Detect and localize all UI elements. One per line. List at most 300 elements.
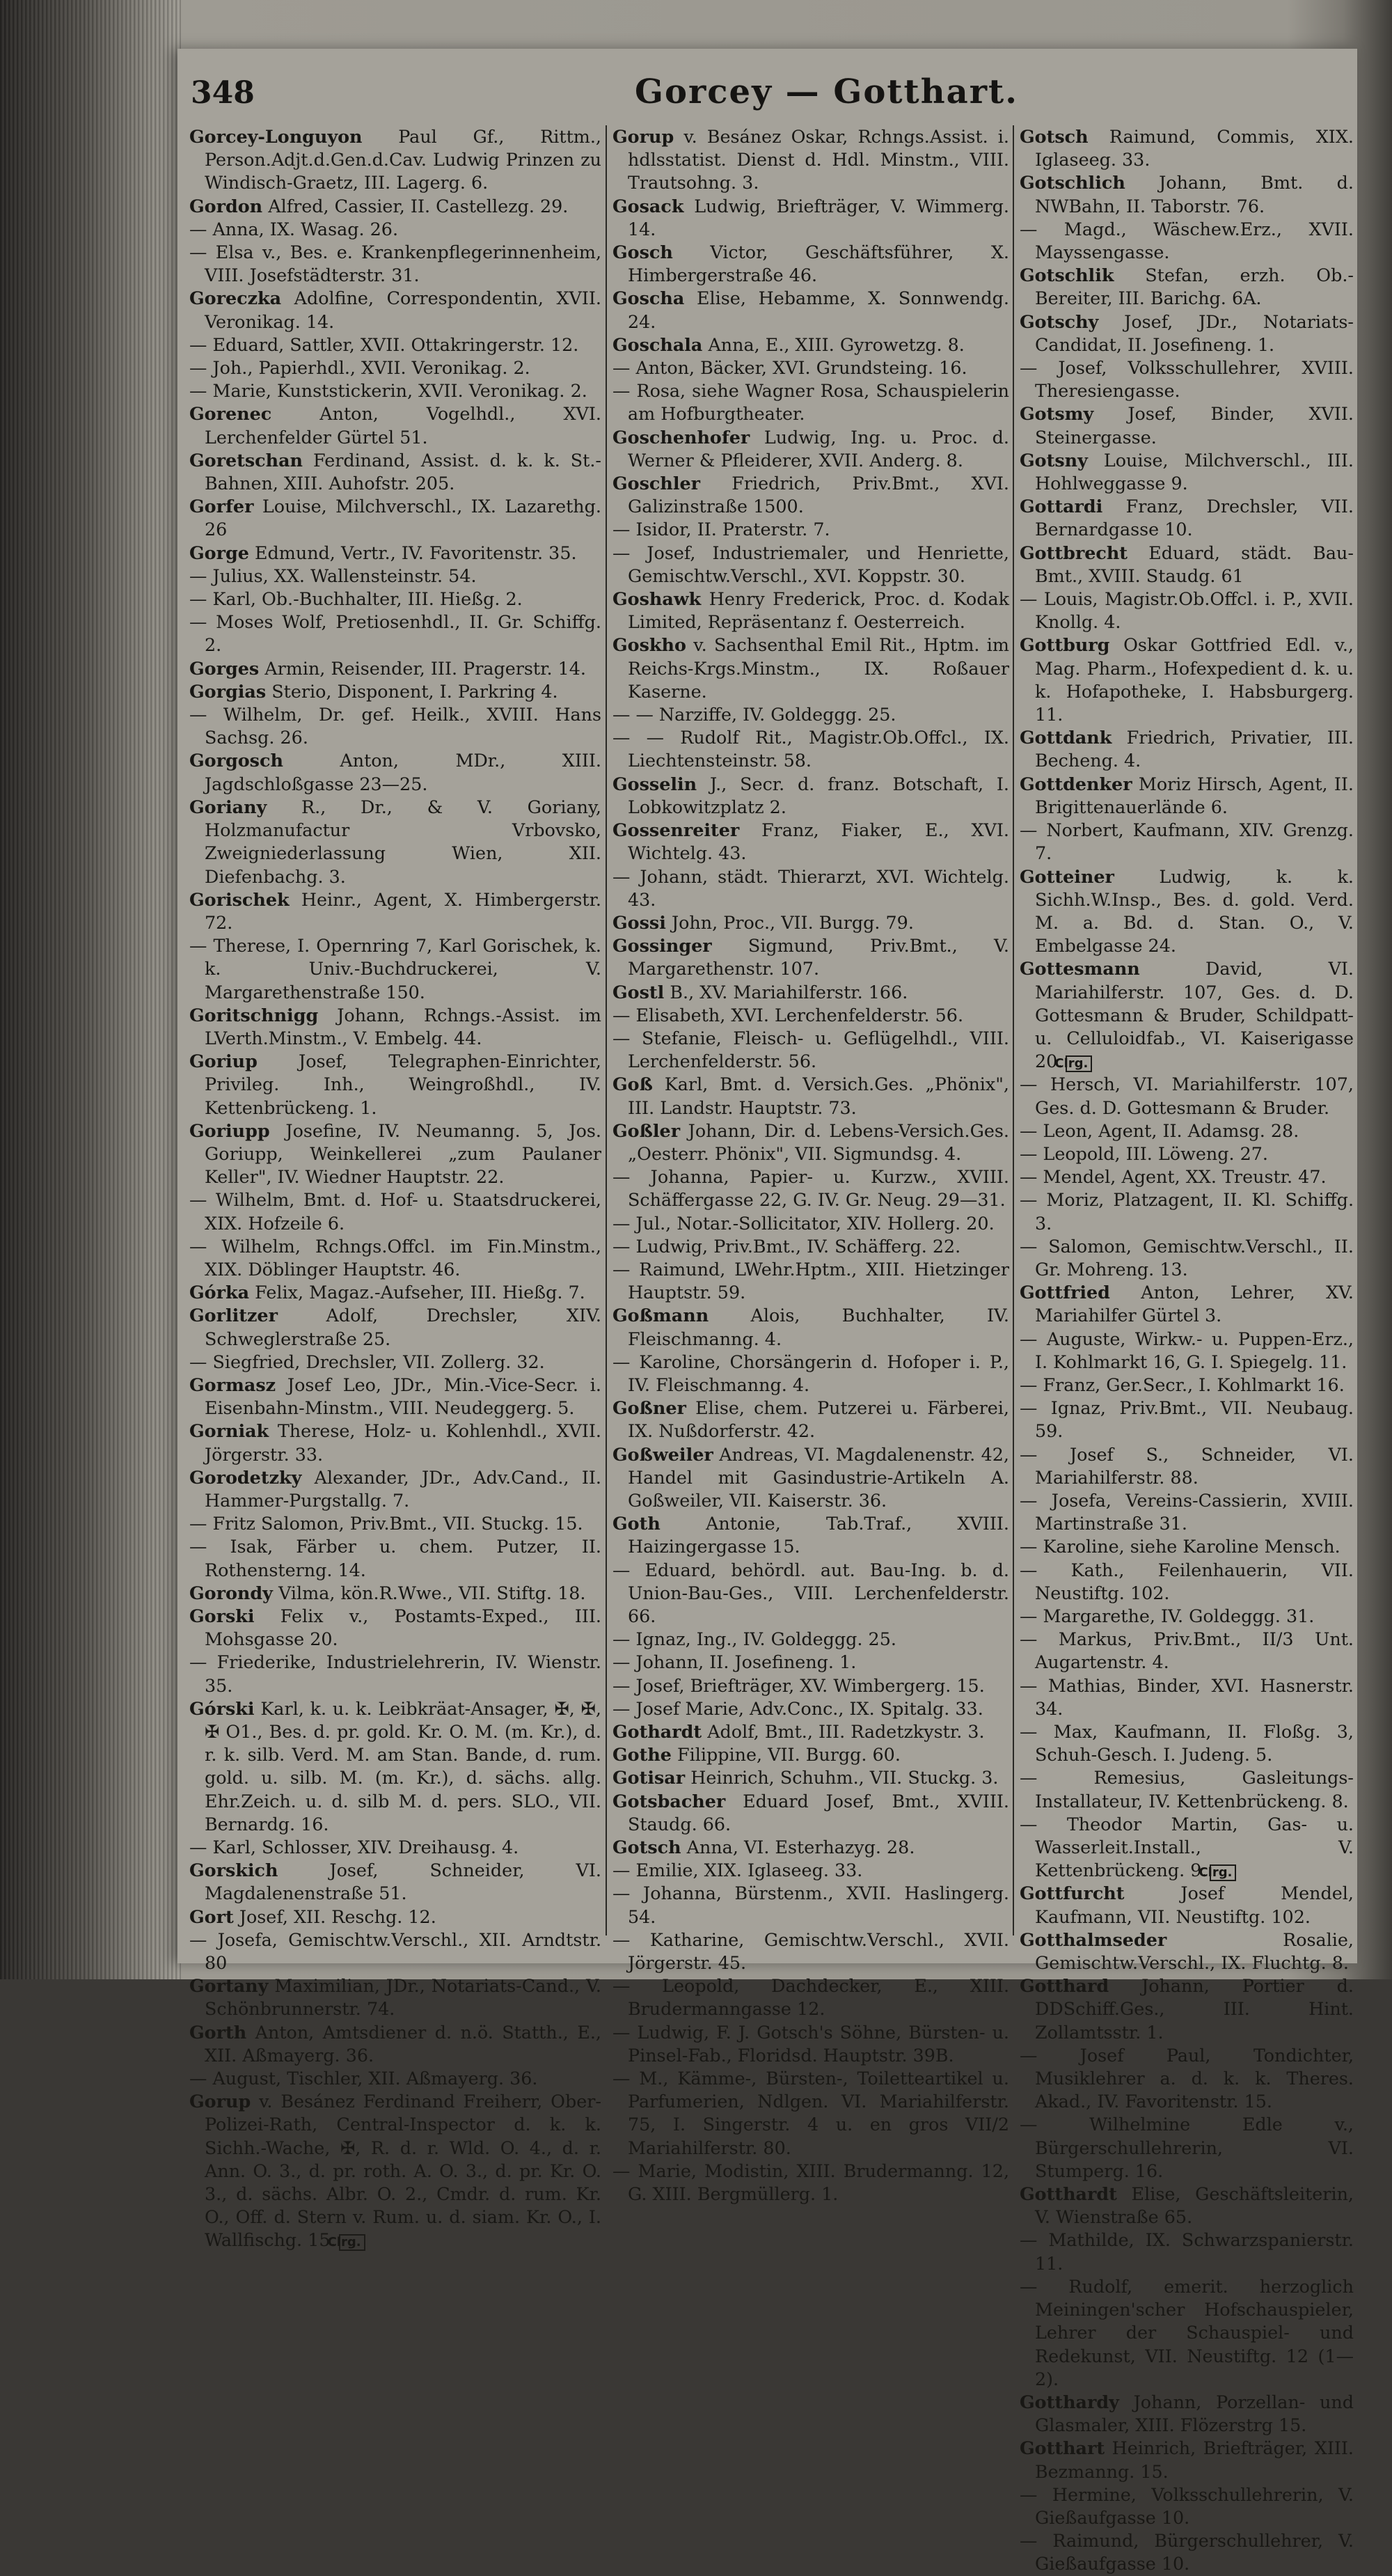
directory-entry	[612, 726, 1009, 772]
entry-headword: — Theodor Martin,	[1020, 1813, 1238, 1835]
entry-text: LWehr.Hptm., XIII. Hietzinger Hauptstr. 59.	[628, 1258, 1009, 1303]
directory-entry	[189, 1929, 601, 1974]
directory-entry	[1020, 1882, 1354, 1928]
entry-text: behördl. aut. Bau-Ing. b. d. Union-Bau-Ges., VIII. Lerchenfelderstr. 66.	[628, 1559, 1009, 1626]
entry-headword: Gostl	[612, 981, 665, 1003]
entry-text: Schneider, VI. Mariahilferstr. 88.	[1035, 1443, 1354, 1488]
directory-entry	[189, 1512, 601, 1535]
directory-entry	[1020, 171, 1354, 217]
entry-text: Anton, Amtsdiener d. n.ö. Statth., E., XII. Aßmayerg. 36.	[205, 2021, 601, 2066]
entry-headword: — Josef Marie,	[612, 1697, 744, 1719]
entry-headword: Gosch	[612, 242, 673, 263]
entry-text: Bürgerschullehrer, V. Gießaufgasse 10.	[1035, 2530, 1354, 2575]
directory-entry	[189, 287, 601, 333]
entry-headword: — Wilhelmine Edle v.,	[1020, 2114, 1354, 2135]
entry-text: Agent, II. Adamsg. 28.	[1098, 1120, 1299, 1141]
entry-headword: — Friederike,	[189, 1651, 317, 1673]
entry-headword: — Johann,	[612, 865, 709, 887]
entry-text: Moriz Hirsch, Agent, II. Brigittenauerlände 6.	[1035, 773, 1354, 817]
entry-text: Adolf, Bmt., III. Radetzkystr. 3.	[707, 1721, 985, 1743]
entry-text: Priv.Bmt., VII. Neubaug. 59.	[1035, 1397, 1354, 1442]
entry-headword: — Karl,	[189, 1837, 256, 1858]
entry-headword: — Mathias,	[1020, 1674, 1126, 1696]
directory-entry	[189, 611, 601, 657]
directory-entry	[189, 796, 601, 888]
directory-entry	[612, 703, 1009, 726]
directory-entry	[1020, 1813, 1354, 1883]
directory-entry	[1020, 1535, 1354, 1558]
entry-headword: Gorcey-Longuyon	[189, 126, 363, 147]
directory-entry	[612, 1165, 1009, 1211]
directory-entry	[612, 1743, 1009, 1766]
entry-headword: Gotschlich	[1020, 172, 1125, 194]
entry-text: Franz, Fiaker, E., XVI. Wichtelg. 43.	[628, 819, 1009, 864]
entry-text: Dachdecker, E., XIII. Brudermanngasse 12.	[628, 1975, 1010, 2020]
entry-headword: Gottfried	[1020, 1282, 1110, 1303]
directory-entry	[189, 449, 601, 495]
directory-entry	[189, 1420, 601, 1466]
entry-headword: — Isidor,	[612, 519, 692, 540]
entry-text: Ger.Secr., I. Kohlmarkt 16.	[1106, 1374, 1345, 1395]
entry-headword: Gorischek	[189, 888, 290, 910]
directory-entry	[1020, 957, 1354, 1073]
entry-headword: — Karl,	[189, 588, 256, 610]
directory-entry	[189, 657, 601, 680]
entry-headword: — August,	[189, 2068, 282, 2089]
entry-text: Heinrich, Schuhm., VII. Stuckg. 3.	[690, 1767, 999, 1789]
directory-entry	[612, 1512, 1009, 1558]
entry-text: Friedrich, Privatier, III. Becheng. 4.	[1035, 727, 1354, 771]
entry-text: Agent, XX. Treustr. 47.	[1121, 1166, 1327, 1188]
directory-entry	[189, 1235, 601, 1281]
entry-text: Ob.-Buchhalter, III. Hießg. 2.	[261, 588, 523, 610]
entry-headword: Gorfer	[189, 496, 254, 517]
entry-text: Ludwig, Ing. u. Proc. d. Werner & Pfleiderer, XVII. Anderg. 8.	[628, 426, 1009, 471]
directory-entry	[612, 1258, 1009, 1304]
directory-entry	[189, 241, 601, 287]
entry-text: IX. Schwarzspanierstr. 11.	[1035, 2229, 1354, 2274]
entry-text: Bmt. d. Hof- u. Staatsdruckerei, XIX. Hofzeile 6.	[205, 1189, 601, 1234]
entry-text: Ludwig, Briefträger, V. Wimmerg. 14.	[628, 195, 1009, 239]
directory-entry	[612, 819, 1009, 865]
directory-entry	[612, 865, 1009, 911]
entry-headword: Gossenreiter	[612, 819, 740, 841]
directory-entry	[189, 195, 601, 218]
entry-text: emerit. herzoglich Meiningen'scher Hofschauspieler, Lehrer der Schauspiel- und Redekunst, VII. Neustiftg. 12 (1—2).	[1035, 2275, 1354, 2389]
entry-text: Louise, Milchverschl., IX. Lazarethg. 26	[205, 496, 601, 540]
entry-headword: — Ludwig,	[612, 1235, 709, 1257]
directory-entry	[189, 1582, 601, 1605]
directory-entry	[189, 379, 601, 402]
entry-headword: Goretschan	[189, 449, 303, 471]
entry-headword: — Josef Paul,	[1020, 2044, 1211, 2066]
entry-headword: Goschler	[612, 473, 701, 494]
entry-text: Johann, Bmt. d. NWBahn, II. Taborstr. 76.	[1035, 172, 1354, 217]
entry-text: Paul Gf., Rittm., Person.Adjt.d.Gen.d.Cav. Ludwig Prinzen zu Windisch-Graetz, III. Lagerg. 6.	[205, 126, 601, 194]
entry-headword: — Josef,	[612, 542, 696, 563]
entry-headword: Gottdenker	[1020, 773, 1132, 794]
entry-text: Heinr., Agent, X. Himbergerstr. 72.	[205, 888, 601, 933]
entry-text: Industrielehrerin, IV. Wienstr. 35.	[205, 1651, 602, 1696]
entry-text: David, VI. Mariahilferstr. 107, Ges. d. D. Gottesmann & Bruder, Schildpatt- u. Celluloidfab., VI. Kaiserigasse 20.	[1035, 958, 1354, 1072]
directory-entry	[1020, 1328, 1354, 1374]
entry-text: Gemischtw.Verschl., II. Gr. Mohreng. 13.	[1035, 1235, 1354, 1280]
entry-headword: Gotteiner	[1020, 865, 1114, 887]
entry-text: F. J. Gotsch's Söhne, Bürsten- u. Pinsel-Fab., Floridsd. Hauptstr. 39B.	[628, 2021, 1010, 2066]
directory-entry	[1020, 1974, 1354, 2044]
entry-text: Johann, Porzellan- und Glasmaler, XIII. Flözerstrg 15.	[1035, 2391, 1354, 2436]
entry-headword: Górka	[189, 1282, 250, 1303]
directory-entry	[612, 773, 1009, 819]
entry-text: Josef Mendel, Kaufmann, VII. Neustiftg. 102.	[1035, 1883, 1354, 1927]
directory-entry	[1020, 1120, 1354, 1142]
entry-text: Chorsängerin d. Hofoper i. P., IV. Fleischmanng. 4.	[628, 1351, 1010, 1395]
directory-entry	[612, 981, 1009, 1004]
entry-text: Tischler, XII. Aßmayerg. 36.	[287, 2068, 538, 2089]
entry-headword: Gottbrecht	[1020, 542, 1128, 563]
directory-entry	[189, 749, 601, 795]
entry-text: siehe Wagner Rosa, Schauspielerin am Hofburgtheater.	[628, 380, 1009, 425]
directory-entry	[1020, 2275, 1354, 2391]
entry-text: Priv.Bmt., IV. Schäfferg. 22.	[713, 1235, 961, 1257]
entry-headword: — Rosa,	[612, 380, 686, 402]
directory-entry	[189, 125, 601, 195]
directory-entry	[612, 241, 1009, 287]
entry-headword: — Rudolf,	[1020, 2275, 1133, 2297]
directory-entry	[189, 402, 601, 448]
entry-headword: Gorge	[189, 542, 249, 563]
entry-text: Ludwig, k. k. Sichh.W.Insp., Bes. d. gold. Verd. M. a. Bd. d. Stan. O., V. Embelgasse 24.	[1035, 865, 1354, 957]
entry-text: Johann, Portier d. DDSchiff.Ges., III. Hint. Zollamtsstr. 1.	[1035, 1975, 1354, 2043]
directory-entry	[1020, 311, 1354, 356]
entry-headword: — Eduard,	[189, 333, 285, 355]
entry-text: Andreas, VI. Magdalenenstr. 42, Handel mit Gasindustrie-Artikeln A. Goßweiler, VII. Kaiserstr. 36.	[628, 1443, 1010, 1511]
entry-headword: — Franz,	[1020, 1374, 1101, 1395]
entry-headword: Goshawk	[612, 588, 702, 610]
entry-text: Pretiosenhdl., II. Gr. Schiffg. 2.	[205, 611, 601, 656]
directory-entry	[612, 1859, 1009, 1882]
entry-headword: — Mendel,	[1020, 1166, 1116, 1188]
entry-headword: — Hersch,	[1020, 1074, 1121, 1095]
directory-entry	[612, 125, 1009, 195]
entry-headword: Gossi	[612, 911, 666, 933]
entry-text: Alfred, Cassier, II. Castellezg. 29.	[268, 195, 569, 217]
entry-text: Josef, Telegraphen-Einrichter, Privileg. Inh., Weingroßhdl., IV. Kettenbrückeng. 1.	[205, 1051, 601, 1118]
entry-headword: — Magd.,	[1020, 218, 1127, 239]
entry-text: B., XV. Mariahilferstr. 166.	[670, 981, 908, 1003]
directory-entry	[189, 680, 601, 703]
page-number: 348	[191, 75, 255, 111]
entry-text: Johann, Dir. d. Lebens-Versich.Ges. „Oesterr. Phönix", VII. Sigmundsg. 4.	[628, 1120, 1009, 1164]
entry-headword: — Fritz Salomon,	[189, 1513, 345, 1534]
directory-entry	[612, 634, 1009, 703]
directory-entry	[1020, 819, 1354, 865]
entry-text: Volksschullehrerin, V. Gießaufgasse 10.	[1035, 2483, 1354, 2528]
directory-entry	[189, 1859, 601, 1905]
directory-entry	[1020, 542, 1354, 588]
entry-text: Josef, Binder, XVII. Steinergasse.	[1035, 403, 1354, 448]
directory-entry	[189, 1466, 601, 1512]
entry-headword: — Auguste,	[1020, 1328, 1126, 1349]
entry-text: II. Praterstr. 7.	[697, 519, 830, 540]
entry-headword: — Siegfried,	[189, 1351, 301, 1372]
entry-headword: Górski	[189, 1697, 255, 1719]
entry-headword: Gotschy	[1020, 311, 1099, 332]
entry-text: Anton, Lehrer, XV. Mariahilfer Gürtel 3.	[1035, 1282, 1354, 1326]
directory-entry	[1020, 495, 1354, 541]
entry-headword: — Ludwig,	[612, 2021, 710, 2043]
entry-headword: — Stefanie,	[612, 1027, 722, 1049]
directory-entry	[612, 1235, 1009, 1258]
entry-text: Papierhdl., XVII. Veronikag. 2.	[258, 357, 530, 379]
entry-headword: — Karoline,	[1020, 1536, 1125, 1557]
entry-headword: — Johanna,	[612, 1883, 722, 1904]
directory-entry	[1020, 1073, 1354, 1119]
directory-entry	[612, 1974, 1009, 2020]
entry-headword: — Josef,	[612, 1674, 685, 1696]
directory-entry	[612, 1790, 1009, 1836]
entry-text: IX. Wasag. 26.	[269, 218, 399, 239]
entry-headword: — Norbert,	[1020, 819, 1124, 841]
entry-headword: Gorniak	[189, 1420, 269, 1442]
entry-text: Wäschew.Erz., XVII. Mayssengasse.	[1035, 218, 1354, 263]
directory-entry	[189, 356, 601, 379]
entry-text: Felix v., Postamts-Exped., III. Mohsgasse 20.	[205, 1605, 602, 1650]
entry-text: Bäcker, XVI. Grundsteing. 16.	[700, 357, 967, 379]
entry-headword: Gothe	[612, 1744, 672, 1766]
entry-text: Gasleitungs-Installateur, IV. Kettenbrückeng. 8.	[1035, 1767, 1354, 1812]
directory-entry	[1020, 2183, 1354, 2229]
directory-entry	[189, 888, 601, 934]
entry-headword: Gotsmy	[1020, 403, 1094, 425]
directory-entry	[1020, 1188, 1354, 1234]
entry-headword: — Katharine,	[612, 1929, 745, 1950]
entry-tag-badge: Clrg.	[339, 2234, 365, 2251]
entry-text: Josef Leo, JDr., Min.-Vice-Secr. i. Eisenbahn-Minstm., VIII. Neudeggerg. 5.	[205, 1374, 601, 1419]
entry-headword: — Wilhelm,	[189, 1189, 295, 1211]
entry-headword: Gotsbacher	[612, 1790, 726, 1812]
directory-entry	[189, 703, 601, 749]
entry-text: Josef, Schneider, VI. Magdalenenstraße 51.	[205, 1860, 601, 1904]
entry-text: Felix, Magaz.-Aufseher, III. Hießg. 7.	[255, 1282, 585, 1303]
directory-entry	[612, 1212, 1009, 1235]
directory-entry	[1020, 773, 1354, 819]
directory-entry	[1020, 1489, 1354, 1535]
entry-headword: — Leopold,	[1020, 1142, 1121, 1164]
directory-entry	[612, 1720, 1009, 1743]
entry-tag-badge: Clrg.	[1210, 1864, 1236, 1881]
entry-headword: — Elisabeth,	[612, 1004, 726, 1026]
entry-text: I. Opernring 7, Karl Gorischek, k. k. Univ.-Buchdruckerei, V. Margarethenstraße 150.	[205, 935, 601, 1003]
entry-text: Priv.Bmt., VII. Stuckg. 15.	[349, 1513, 583, 1534]
directory-entry	[1020, 1374, 1354, 1397]
entry-text: Wirkw.- u. Puppen-Erz., I. Kohlmarkt 16, G. I. Spiegelg. 11.	[1035, 1328, 1354, 1372]
directory-entry	[612, 1304, 1009, 1350]
entry-headword: Gordon	[189, 195, 263, 217]
directory-entry	[1020, 1559, 1354, 1605]
entry-text: Rosalie, Gemischtw.Verschl., IX. Fluchtg. 8.	[1035, 1929, 1354, 1974]
entry-headword: Gorskich	[189, 1860, 278, 1881]
entry-text: Ferdinand, Assist. d. k. k. St.-Bahnen, XIII. Auhofstr. 205.	[205, 449, 601, 494]
entry-headword: Gottdank	[1020, 727, 1112, 748]
entry-headword: Gotsch	[612, 1837, 681, 1858]
entry-text: Sigmund, Priv.Bmt., V. Margarethenstr. 107.	[628, 935, 1010, 980]
entry-headword: Gorth	[189, 2021, 247, 2043]
entry-text: Karl, Bmt. d. Versich.Ges. „Phönix", III. Landstr. Hauptstr. 73.	[628, 1074, 1009, 1118]
directory-entry	[1020, 1720, 1354, 1766]
directory-entry	[1020, 2113, 1354, 2183]
directory-entry	[612, 1351, 1009, 1397]
entry-text: Josefine, IV. Neumanng. 5, Jos. Goriupp, Weinkellerei „zum Paulaner Keller", IV. Wiedner Hauptstr. 22.	[205, 1120, 601, 1188]
entry-headword: — M.,	[612, 2068, 669, 2089]
directory-entry	[1020, 2437, 1354, 2483]
directory-entry	[1020, 588, 1354, 634]
entry-headword: — Leon,	[1020, 1120, 1093, 1141]
directory-entry	[189, 934, 601, 1004]
entry-text: Vereins-Cassierin, XVIII. Martinstraße 31.	[1035, 1489, 1354, 1534]
directory-entry	[1020, 356, 1354, 402]
directory-entry	[1020, 1929, 1354, 1974]
entry-headword: Goriany	[189, 796, 267, 817]
entry-headword: Gottburg	[1020, 634, 1110, 656]
entry-headword: Gotthart	[1020, 2437, 1105, 2459]
directory-entry	[612, 2067, 1009, 2160]
entry-text: Platzagent, II. Kl. Schiffg. 3.	[1035, 1189, 1354, 1234]
entry-headword: — Jul.,	[612, 1212, 672, 1234]
directory-entry	[612, 195, 1009, 241]
entry-headword: — Ignaz,	[612, 1628, 691, 1650]
entry-text: Adolfine, Correspondentin, XVII. Veronikag. 14.	[205, 288, 601, 332]
entry-headword: — Karoline,	[612, 1351, 721, 1372]
entry-headword: Gorondy	[189, 1582, 273, 1603]
directory-entry	[189, 1050, 601, 1120]
directory-entry	[1020, 2044, 1354, 2114]
directory-entry	[612, 379, 1009, 425]
entry-text: Elise, Hebamme, X. Sonnwendg. 24.	[628, 288, 1009, 332]
directory-entry	[189, 495, 601, 541]
entry-headword: — Julius,	[189, 565, 269, 586]
entry-text: städt. Thierarzt, XVI. Wichtelg. 43.	[628, 865, 1009, 910]
directory-entry	[612, 1073, 1009, 1119]
entry-text: IV. Goldeggg. 25.	[743, 704, 896, 725]
entry-headword: Gortany	[189, 1975, 269, 1997]
entry-headword: — — Narziffe,	[612, 704, 738, 725]
directory-entry	[189, 1304, 601, 1350]
entry-text: v. Besánez Ferdinand Freiherr, Ober-Polizei-Rath, Central-Inspector d. k. k. Sichh.-Wache, ✠, R. d. r. Wld. O. 4., d. r. Ann. O. 3., d. pr. roth. A. O. 3., d. pr. Kr. O. 3., d. sächs. Albr. O. 2., Cmdr. d. rum. Kr. O., Off. d. Stern v. Rum. u. d. siam. Kr. O., I. Wallfischg. 15.	[205, 2091, 601, 2251]
directory-entry	[189, 2090, 601, 2252]
entry-text: Maximilian, JDr., Notariats-Cand., V. Schönbrunnerstr. 74.	[205, 1975, 601, 2020]
entry-text: Alois, Buchhalter, IV. Fleischmanng. 4.	[628, 1305, 1009, 1349]
entry-text: John, Proc., VII. Burgg. 79.	[671, 911, 914, 933]
column-3	[1020, 125, 1354, 2575]
directory-entry	[189, 1351, 601, 1374]
entry-headword: Gottesmann	[1020, 958, 1140, 980]
directory-entry	[189, 1836, 601, 1859]
entry-headword: Gotthardt	[1020, 2183, 1117, 2205]
entry-text: Dr. gef. Heilk., XVIII. Hans Sachsg. 26.	[205, 704, 601, 748]
entry-text: Magistr.Ob.Offcl. i. P., XVII. Knollg. 4.	[1035, 588, 1354, 633]
entry-headword: — Markus,	[1020, 1628, 1132, 1650]
entry-headword: — Eduard,	[612, 1559, 717, 1580]
directory-entry	[1020, 264, 1354, 310]
directory-entry	[612, 1120, 1009, 1165]
entry-text: Magistr.Ob.Offcl., IX. Liechtensteinstr. 58.	[628, 727, 1010, 771]
entry-text: IV. Goldeggg. 31.	[1161, 1605, 1315, 1626]
entry-headword: Gotthard	[1020, 1975, 1109, 1997]
page-header	[182, 72, 1331, 124]
entry-headword: Gorgias	[189, 680, 267, 702]
entry-headword: — Johann,	[612, 1651, 704, 1673]
directory-entry	[612, 2160, 1009, 2206]
entry-headword: Gotthalmseder	[1020, 1929, 1167, 1950]
entry-text: Adv.Conc., IX. Spitalg. 33.	[750, 1697, 983, 1719]
entry-text: Kaufmann, XIV. Grenzg. 7.	[1035, 819, 1354, 864]
entry-headword: Goßweiler	[612, 1443, 713, 1465]
directory-entry	[612, 518, 1009, 541]
entry-headword: Gottfurcht	[1020, 1883, 1125, 1904]
entry-text: Volksschullehrer, XVIII. Theresiengasse.	[1035, 357, 1354, 402]
entry-text: J., Secr. d. franz. Botschaft, I. Lobkowitzplatz 2.	[628, 773, 1009, 817]
entry-headword: Gorgosch	[189, 750, 283, 771]
entry-headword: — Anna,	[189, 218, 264, 239]
entry-text: Binder, XVI. Hasnerstr. 34.	[1035, 1674, 1354, 1719]
entry-headword: Goriupp	[189, 1120, 270, 1141]
entry-text: Therese, Holz- u. Kohlenhdl., XVII. Jörgerstr. 33.	[205, 1420, 602, 1465]
directory-entry	[612, 1443, 1009, 1513]
entry-headword: — Mathilde,	[1020, 2229, 1134, 2251]
directory-entry	[1020, 865, 1354, 958]
entry-text: Franz, Drechsler, VII. Bernardgasse 10.	[1035, 496, 1354, 540]
directory-entry	[612, 2021, 1009, 2067]
entry-headword: Goskho	[612, 634, 686, 656]
entry-headword: Gottardi	[1020, 496, 1103, 517]
entry-headword: — Moses Wolf,	[189, 611, 327, 633]
column-1	[189, 125, 602, 2251]
entry-headword: Goßner	[612, 1397, 686, 1419]
entry-text: Ing., IV. Goldeggg. 25.	[696, 1628, 896, 1650]
directory-entry	[612, 356, 1009, 379]
directory-entry	[1020, 402, 1354, 448]
directory-entry	[1020, 2529, 1354, 2575]
column-rule	[1013, 125, 1014, 1935]
column-rule	[606, 125, 607, 1935]
directory-entry	[612, 934, 1009, 980]
entry-text: Louise, Milchverschl., III. Hohlweggasse 9.	[1035, 449, 1354, 494]
entry-text: Elise, Geschäftsleiterin, V. Wienstraße 65.	[1035, 2183, 1354, 2228]
entry-headword: — Isak,	[189, 1536, 274, 1557]
entry-text: Anton, Vogelhdl., XVI. Lerchenfelder Gürtel 51.	[205, 403, 601, 448]
entry-headword: Goscha	[612, 288, 685, 309]
entry-text: Elise, chem. Putzerei u. Färberei, IX. Nußdorferstr. 42.	[628, 1397, 1009, 1442]
directory-entry	[1020, 2483, 1354, 2529]
entry-headword: — Therese,	[189, 935, 292, 957]
entry-text: Vilma, kön.R.Wwe., VII. Stiftg. 18.	[278, 1582, 586, 1603]
entry-text: Priv.Bmt., II/3 Unt. Augartenstr. 4.	[1035, 1628, 1354, 1673]
entry-text: Notar.-Sollicitator, XIV. Hollerg. 20.	[677, 1212, 995, 1234]
directory-entry	[189, 1535, 601, 1581]
directory-entry	[189, 1374, 601, 1420]
entry-headword: Gossinger	[612, 935, 712, 957]
entry-headword: Goth	[612, 1513, 661, 1534]
entry-headword: — Kath.,	[1020, 1559, 1125, 1580]
directory-entry	[189, 1004, 601, 1050]
directory-entry	[1020, 2391, 1354, 2437]
entry-text: Josef, XII. Reschg. 12.	[239, 1906, 436, 1927]
directory-entry	[189, 1974, 601, 2020]
directory-entry	[612, 1766, 1009, 1789]
entry-headword: — Josefa,	[189, 1929, 278, 1950]
entry-text: Schlosser, XIV. Dreihausg. 4.	[261, 1837, 519, 1858]
